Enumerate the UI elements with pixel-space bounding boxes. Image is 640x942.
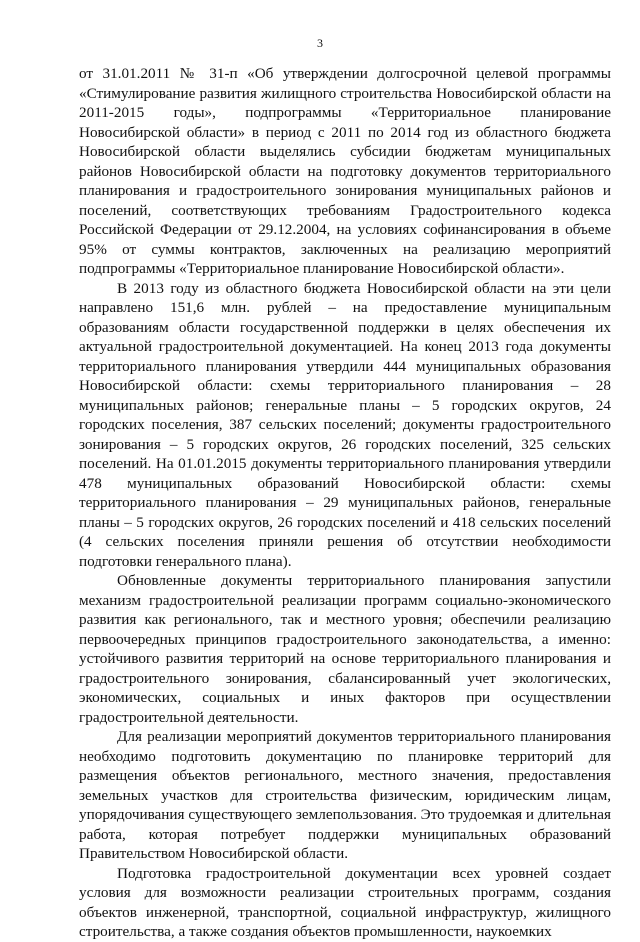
page-number: 3 — [317, 36, 323, 50]
document-body — [79, 64, 611, 942]
paragraph-updated-documents: Обновленные документы территориального планирования запустили механизм градостроительной реализации программ социально-экономического развития как регионального, так и местного уровня; обеспечили реализацию первоочередных принципов градостроительного законодательства, а именно: устойчивого развития территорий на основе территориального планирования и градостроительного зонирования, сбалансированный учет экологических, экономических, социальных и иных факторов при осуществлении градостроительной деятельности. — [79, 572, 611, 726]
paragraph-2013-funding: В 2013 году из областного бюджета Новосибирской области на эти цели направлено 151,6 млн. рублей – на предоставление муниципальным образованиям области государственной поддержки в целях обеспечения их актуальной градостроительной документацией. На конец 2013 года документы территориального планирования утвердили 444 муниципальных образования Новосибирской области: схемы территориального планирования – 28 муниципальных районов; генеральные планы – 5 городских округов, 24 городских поселения, 387 сельских поселений; документы градостроительного зонирования – 5 городских округов, 26 городских поселений, 325 сельских поселений. На 01.01.2015 документы территориального планирования утвердили 478 муниципальных образований Новосибирской области: схемы территориального планирования – 29 муниципальных районов, генеральные планы – 5 городских округов, 26 городских поселений и 418 сельских поселений (4 сельских поселения приняли решения об отсутствии необходимости подготовки генерального плана). — [79, 279, 611, 570]
paragraph-preparation: Подготовка градостроительной документации всех уровней создает условия для возможности реализации строительных программ, создания объектов инженерной, транспортной, социальной инфраструктур, жилищного строительства, а также создания объектов промышленности, наукоемких — [79, 864, 611, 940]
paragraph-subsidies: от 31.01.2011 № 31-п «Об утверждении долгосрочной целевой программы «Стимулирование развития жилищного строительства Новосибирской области на 2011-2015 годы», подпрограммы «Территориальное планирование Новосибирской области» в период с 2011 по 2014 год из областного бюджета Новосибирской области выделялись субсидии бюджетам муниципальных районов Новосибирской области на подготовку документов территориального планирования и градостроительного зонирования муниципальных районов и поселений, соответствующих требованиям Градостроительного кодекса Российской Федерации от 29.12.2004, на условиях софинансирования в объеме 95% от суммы контрактов, заключенных на реализацию мероприятий подпрограммы «Территориальное планирование Новосибирской области». — [79, 65, 611, 277]
paragraph-implementation: Для реализации мероприятий документов территориального планирования необходимо подготовить документацию по планировке территорий для размещения объектов регионального, местного значения, предоставления земельных участков для строительства физическим, юридическим лицам, упорядочивания существующего землепользования. Это трудоемкая и длительная работа, которая потребует поддержки муниципальных образований Правительством Новосибирской области. — [79, 728, 612, 862]
